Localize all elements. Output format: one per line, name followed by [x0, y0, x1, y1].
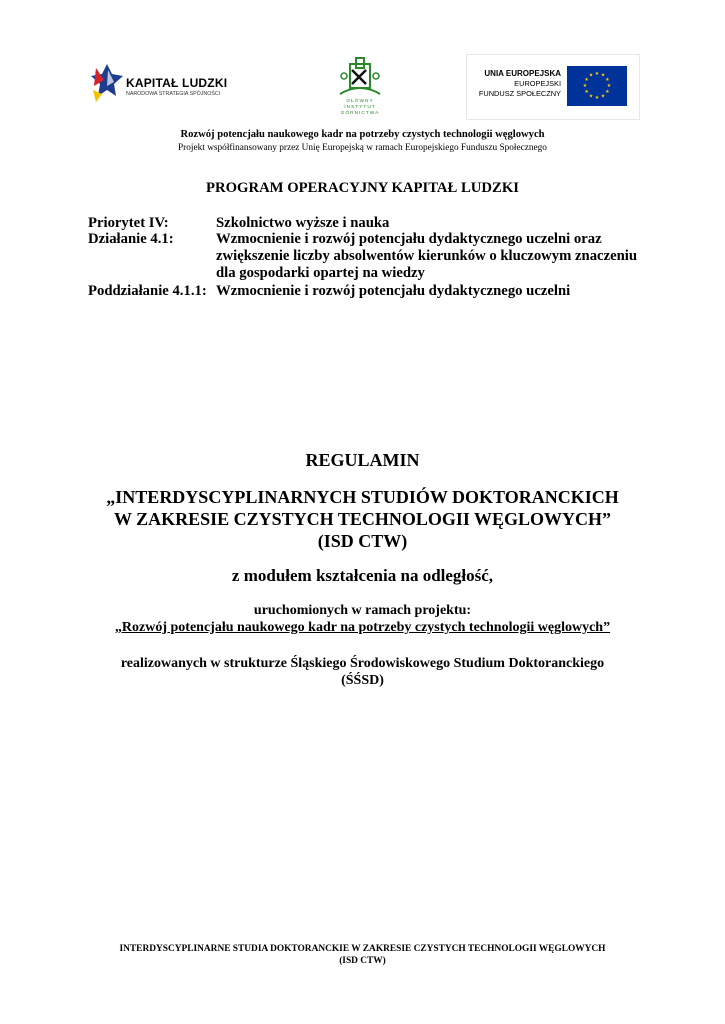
priority-value: Szkolnictwo wyższe i nauka [216, 215, 390, 231]
gig-logo [330, 56, 390, 126]
eu-line-1: UNIA EUROPEJSKA [484, 69, 561, 78]
regulation-name-line: (ISD CTW) [317, 531, 408, 551]
eu-line-2: EUROPEJSKI [514, 79, 561, 88]
gig-name-line: INSTYTUT [344, 105, 376, 110]
regulation-name-line: „INTERDYSCYPLINARNYCH STUDIÓW DOKTORANCKICH [106, 487, 619, 507]
kapital-ludzki-name: KAPITAŁ LUDZKI [126, 76, 228, 90]
subaction-value: Wzmocnienie i rozwój potencjału dydaktycznego uczelni [216, 283, 571, 299]
regulation-name-line: W ZAKRESIE CZYSTYCH TECHNOLOGII WĘGLOWYCH” [113, 509, 612, 529]
footer-title: INTERDYSCYPLINARNE STUDIA DOKTORANCKIE W ZAKRESIE CZYSTYCH TECHNOLOGII WĘGLOWYCH [119, 944, 606, 954]
svg-text:★: ★ [600, 72, 606, 79]
cofinancing-note: Projekt współfinansowany przez Unię Europejską w ramach Europejskiego Funduszu Społecznego [178, 143, 547, 153]
svg-text:★: ★ [594, 95, 600, 101]
svg-text:★: ★ [584, 89, 589, 95]
kapital-ludzki-logo [90, 60, 240, 110]
realized-note-abbr: (ŚŚSD) [341, 673, 384, 688]
realized-note: realizowanych w strukturze Śląskiego Środowiskowego Studium Doktoranckiego [120, 656, 605, 671]
eu-flag-icon [567, 66, 627, 106]
project-title: Rozwój potencjału naukowego kadr na potrzeby czystych technologii węglowych [180, 129, 545, 140]
eu-line-3: FUNDUSZ SPOŁECZNY [478, 89, 561, 98]
action-value-line: Wzmocnienie i rozwój potencjału dydaktycznego uczelni oraz [216, 231, 602, 247]
gig-name [330, 99, 390, 117]
program-title: PROGRAM OPERACYJNY KAPITAŁ LUDZKI [206, 180, 519, 196]
action-label: Działanie 4.1: [88, 231, 174, 247]
svg-text:★: ★ [588, 72, 594, 79]
kapital-ludzki-subtitle: NARODOWA STRATEGIA SPÓJNOŚCI [126, 91, 221, 97]
footer-abbr: (ISD CTW) [339, 956, 386, 966]
gig-name-line: GÓRNICTWA [340, 111, 380, 116]
gig-emblem-icon [330, 56, 390, 98]
regulation-title: REGULAMIN [305, 450, 420, 470]
gig-name-line: GŁÓWNY [346, 99, 374, 104]
priority-label: Priorytet IV: [88, 215, 169, 231]
eu-efs-logo [466, 54, 640, 120]
svg-text:★: ★ [605, 77, 610, 83]
svg-text:★: ★ [600, 93, 606, 100]
svg-text:★: ★ [594, 71, 600, 77]
project-name-text: „Rozwój potencjału naukowego kadr na potrzeby czystych technologii węglowych” [114, 620, 611, 635]
action-value-line: zwiększenie liczby absolwentów kierunków o kluczowym znaczeniu [216, 248, 638, 264]
svg-text:★: ★ [588, 93, 594, 100]
action-value-line: dla gospodarki opartej na wiedzy [216, 265, 425, 281]
svg-text:★: ★ [606, 83, 612, 89]
project-name [0, 620, 725, 636]
svg-text:★: ★ [605, 89, 610, 95]
launched-note: uruchomionych w ramach projektu: [253, 603, 472, 618]
svg-text:★: ★ [584, 77, 589, 83]
svg-text:★: ★ [582, 83, 588, 89]
kapital-ludzki-emblem-icon [90, 60, 124, 108]
eu-text [473, 69, 561, 99]
module-note: z modułem kształcenia na odległość, [231, 566, 494, 585]
subaction-label: Poddziałanie 4.1.1: [88, 283, 207, 299]
